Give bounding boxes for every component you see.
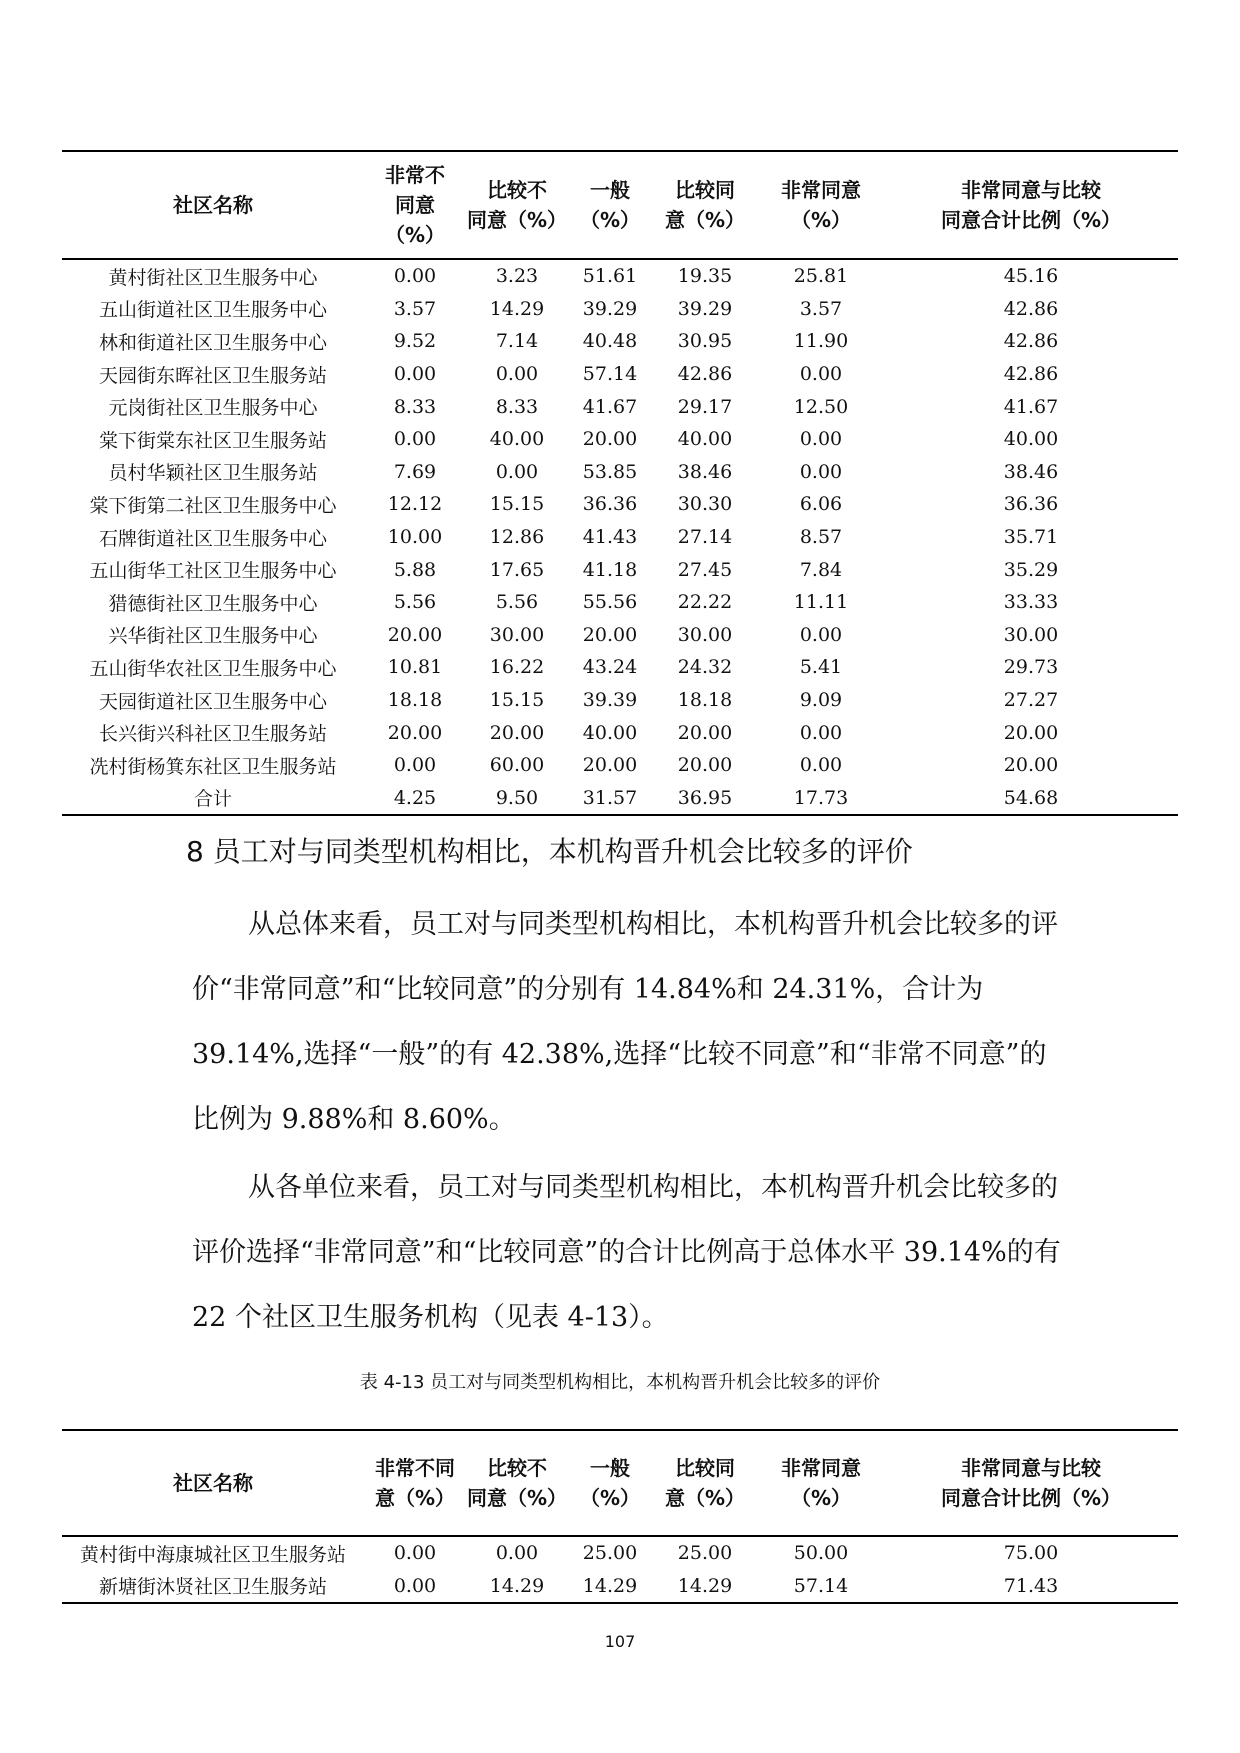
table-header [62,151,1178,259]
percentage-cell: 22.22 [677,591,733,614]
percentage-cell: 33.33 [1003,591,1059,614]
percentage-cell: 25.00 [677,1542,733,1565]
community-name-cell: 黄村街社区卫生服务中心 [108,266,318,289]
percentage-cell: 5.88 [393,558,437,581]
percentage-cell: 16.22 [489,656,545,679]
table-row [62,293,1178,326]
column-header-line: 社区名称 [173,193,253,217]
community-name-cell: 天园街东晖社区卫生服务站 [98,364,327,387]
column-header-line: 比较同 [675,1456,735,1480]
percentage-cell: 40.48 [582,330,638,353]
percentage-cell: 30.00 [677,623,733,646]
percentage-cell: 0.00 [495,363,539,386]
percentage-cell: 20.00 [1003,721,1059,744]
percentage-cell: 5.41 [799,656,843,679]
percentage-cell: 11.11 [793,591,849,614]
page-number: 107 [604,1632,636,1651]
column-header [884,1430,1178,1536]
community-name-cell: 五山街华农社区卫生服务中心 [89,657,337,680]
percentage-cell: 0.00 [393,428,437,451]
column-header-line: 意（%） [374,1486,456,1510]
community-name-cell: 棠下街第二社区卫生服务中心 [89,494,337,517]
table-row [62,423,1178,456]
community-name-cell: 林和街道社区卫生服务中心 [98,331,327,354]
percentage-cell: 39.39 [582,689,638,712]
table-row [62,586,1178,619]
percentage-cell: 14.29 [489,1574,545,1597]
column-header [466,1430,568,1536]
percentage-cell: 41.43 [582,526,638,549]
column-header-line: 意（%） [664,208,746,232]
percentage-cell: 36.36 [1003,493,1059,516]
column-header-line: 非常不同 [375,1456,455,1480]
percentage-cell: 20.00 [582,428,638,451]
percentage-cell: 18.18 [387,689,443,712]
percentage-cell: 57.14 [582,363,638,386]
percentage-cell: 18.18 [677,689,733,712]
table-header [62,1430,1178,1536]
percentage-cell: 0.00 [799,460,843,483]
column-header-line: 比较不 [487,1456,547,1480]
percentage-cell: 5.56 [393,591,437,614]
percentage-cell: 7.14 [495,330,539,353]
percentage-cell: 10.00 [387,526,443,549]
table-row [62,1536,1178,1570]
community-name-cell: 石牌街道社区卫生服务中心 [98,527,327,550]
table-row [62,684,1178,717]
percentage-cell: 0.00 [799,623,843,646]
percentage-cell: 42.86 [677,363,733,386]
percentage-cell: 25.00 [582,1542,638,1565]
percentage-cell: 4.25 [393,786,437,809]
percentage-cell: 17.73 [793,786,849,809]
percentage-cell: 35.71 [1003,526,1059,549]
community-name-cell: 棠下街棠东社区卫生服务站 [98,429,327,452]
percentage-cell: 20.00 [582,623,638,646]
column-header-line: 比较不 [487,178,547,202]
column-header-line: 非常同意（%） [781,1456,861,1510]
table-row [62,521,1178,554]
community-name-cell: 长兴街兴科社区卫生服务站 [98,723,327,746]
header-row [62,151,1178,259]
community-name-cell: 黄村街中海康城社区卫生服务站 [79,1543,346,1566]
column-header [568,1430,652,1536]
percentage-cell: 20.00 [677,754,733,777]
percentage-cell: 50.00 [793,1542,849,1565]
percentage-cell: 42.86 [1003,363,1059,386]
percentage-cell: 0.00 [393,1574,437,1597]
percentage-cell: 60.00 [489,754,545,777]
percentage-cell: 27.27 [1003,689,1059,712]
percentage-cell: 15.15 [489,689,545,712]
table-row [62,259,1178,293]
community-name-cell: 天园街道社区卫生服务中心 [98,690,327,713]
percentage-cell: 0.00 [799,363,843,386]
percentage-cell: 10.81 [387,656,443,679]
percentage-cell: 12.86 [489,526,545,549]
percentage-cell: 51.61 [582,265,638,288]
column-header-line: 同意合计比例（%） [940,208,1122,232]
percentage-cell: 3.57 [393,297,437,320]
paragraph-overall: 从总体来看，员工对与同类型机构相比，本机构晋升机会比较多的评价“非常同意”和“比较同意”的分别有 14.84%和 24.31%，合计为 39.14%,选择“一般”的有 42.38%,选择“比较不同意”和“非常不同意”的比例为 9.88%和 8.60%。 [192,909,1058,1135]
percentage-cell: 39.29 [677,297,733,320]
evaluation-table-continued [62,150,1178,816]
community-name-cell: 合计 [193,788,232,811]
percentage-cell: 41.67 [582,395,638,418]
percentage-cell: 40.00 [489,428,545,451]
percentage-cell: 40.00 [1003,428,1059,451]
column-header-line: 非常不 [385,163,445,187]
percentage-cell: 8.33 [495,395,539,418]
column-header-line: 同意（%） [466,208,568,232]
column-header-line: （%） [579,1486,641,1510]
column-header-line: 社区名称 [173,1471,253,1495]
community-name-cell: 兴华街社区卫生服务中心 [108,625,318,648]
percentage-cell: 0.00 [393,754,437,777]
column-header [364,1430,466,1536]
percentage-cell: 54.68 [1003,786,1059,809]
percentage-cell: 14.29 [582,1574,638,1597]
percentage-cell: 0.00 [495,460,539,483]
percentage-cell: 14.29 [489,297,545,320]
column-header [364,151,466,259]
table-body [62,259,1178,815]
percentage-cell: 15.15 [489,493,545,516]
percentage-cell: 75.00 [1003,1542,1059,1565]
table-body [62,1536,1178,1603]
percentage-cell: 0.00 [799,428,843,451]
percentage-cell: 20.00 [387,721,443,744]
column-header-line: （%） [579,208,641,232]
percentage-cell: 30.95 [677,330,733,353]
percentage-cell: 36.36 [582,493,638,516]
percentage-cell: 0.00 [393,1542,437,1565]
table-row [62,488,1178,521]
percentage-cell: 0.00 [495,1542,539,1565]
percentage-cell: 41.67 [1003,395,1059,418]
column-header [568,151,652,259]
percentage-cell: 20.00 [489,721,545,744]
column-header-line: 同意 [395,193,435,217]
percentage-cell: 40.00 [582,721,638,744]
percentage-cell: 31.57 [582,786,638,809]
table-row [62,749,1178,782]
table-row [62,619,1178,652]
percentage-cell: 30.00 [489,623,545,646]
percentage-cell: 14.29 [677,1574,733,1597]
percentage-cell: 20.00 [1003,754,1059,777]
table-caption: 表 4-13 员工对与同类型机构相比，本机构晋升机会比较多的评价 [359,1372,881,1393]
percentage-cell: 5.56 [495,591,539,614]
percentage-cell: 29.17 [677,395,733,418]
column-header [62,151,364,259]
percentage-cell: 29.73 [1003,656,1059,679]
header-row [62,1430,1178,1536]
table-row [62,325,1178,358]
table-row [62,716,1178,749]
table-row [62,1570,1178,1604]
percentage-cell: 39.29 [582,297,638,320]
percentage-cell: 38.46 [677,460,733,483]
community-name-cell: 冼村街杨箕东社区卫生服务站 [89,755,337,778]
column-header-line: 同意（%） [466,1486,568,1510]
percentage-cell: 7.69 [393,460,437,483]
percentage-cell: 0.00 [393,265,437,288]
community-name-cell: 新塘街沐贤社区卫生服务站 [98,1576,327,1599]
column-header [652,151,758,259]
percentage-cell: 7.84 [799,558,843,581]
percentage-cell: 3.57 [799,297,843,320]
column-header-line: （%） [384,223,446,247]
column-header-line: 一般 [590,1456,630,1480]
percentage-cell: 0.00 [393,363,437,386]
percentage-cell: 17.65 [489,558,545,581]
percentage-cell: 71.43 [1003,1574,1059,1597]
column-header-line: 一般 [590,178,630,202]
community-name-cell: 五山街道社区卫生服务中心 [98,299,327,322]
percentage-cell: 20.00 [582,754,638,777]
percentage-cell: 27.14 [677,526,733,549]
percentage-cell: 30.30 [677,493,733,516]
percentage-cell: 41.18 [582,558,638,581]
percentage-cell: 38.46 [1003,460,1059,483]
percentage-cell: 12.12 [387,493,443,516]
section-heading: 8 员工对与同类型机构相比，本机构晋升机会比较多的评价 [186,835,913,868]
percentage-cell: 11.90 [793,330,849,353]
percentage-cell: 0.00 [799,754,843,777]
percentage-cell: 9.50 [495,786,539,809]
percentage-cell: 57.14 [793,1574,849,1597]
percentage-cell: 55.56 [582,591,638,614]
percentage-cell: 43.24 [582,656,638,679]
percentage-cell: 8.57 [799,526,843,549]
community-name-cell: 元岗街社区卫生服务中心 [108,397,318,420]
percentage-cell: 53.85 [582,460,638,483]
percentage-cell: 36.95 [677,786,733,809]
column-header [758,151,884,259]
percentage-cell: 20.00 [677,721,733,744]
column-header-line: 同意合计比例（%） [940,1486,1122,1510]
column-header-line: 意（%） [664,1486,746,1510]
column-header-line: 非常同意（%） [781,178,861,232]
percentage-cell: 9.52 [393,330,437,353]
percentage-cell: 30.00 [1003,623,1059,646]
percentage-cell: 0.00 [799,721,843,744]
percentage-cell: 24.32 [677,656,733,679]
column-header-line: 比较同 [675,178,735,202]
table-row [62,390,1178,423]
percentage-cell: 27.45 [677,558,733,581]
table-row [62,553,1178,586]
percentage-cell: 45.16 [1003,265,1059,288]
percentage-cell: 40.00 [677,428,733,451]
percentage-cell: 8.33 [393,395,437,418]
column-header [884,151,1178,259]
percentage-cell: 20.00 [387,623,443,646]
column-header [466,151,568,259]
table-row [62,358,1178,391]
percentage-cell: 35.29 [1003,558,1059,581]
percentage-cell: 42.86 [1003,330,1059,353]
table-row [62,782,1178,816]
community-name-cell: 猎德街社区卫生服务中心 [108,592,318,615]
paragraph-by-unit: 从各单位来看，员工对与同类型机构相比，本机构晋升机会比较多的评价选择“非常同意”和“比较同意”的合计比例高于总体水平 39.14%的有 22 个社区卫生服务机构（见表 4-13）。 [192,1172,1061,1333]
community-name-cell: 五山街华工社区卫生服务中心 [89,560,337,583]
percentage-cell: 42.86 [1003,297,1059,320]
column-header-line: 非常同意与比较 [961,178,1101,202]
percentage-cell: 12.50 [793,395,849,418]
column-header [652,1430,758,1536]
column-header [758,1430,884,1536]
table-row [62,456,1178,489]
percentage-cell: 6.06 [799,493,843,516]
table-row [62,651,1178,684]
percentage-cell: 25.81 [793,265,849,288]
evaluation-table-4-13 [62,1429,1178,1604]
percentage-cell: 3.23 [495,265,539,288]
percentage-cell: 9.09 [799,689,843,712]
percentage-cell: 19.35 [677,265,733,288]
column-header-line: 非常同意与比较 [961,1456,1101,1480]
column-header [62,1430,364,1536]
community-name-cell: 员村华颖社区卫生服务站 [108,462,318,485]
